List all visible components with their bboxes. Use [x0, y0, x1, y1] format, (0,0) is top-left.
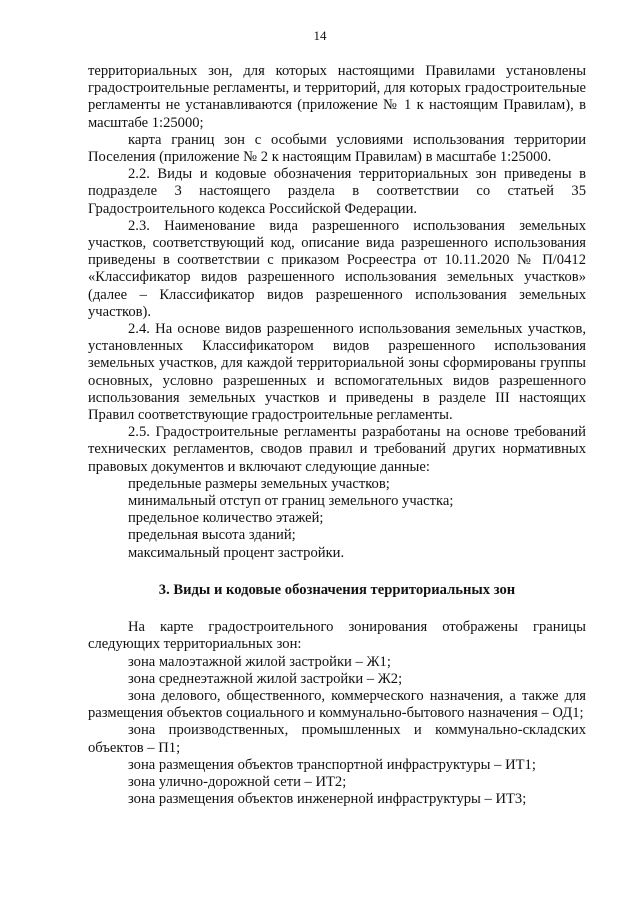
zone-list-item: зона среднеэтажной жилой застройки – Ж2; [128, 670, 403, 687]
list-item: предельные размеры земельных участков; [128, 475, 390, 492]
zone-list-item: зона улично-дорожной сети – ИТ2; [128, 773, 347, 790]
paragraph: 2.3. Наименование вида разрешенного использования земельных участков, соответствующий код, описание вида разрешенного использования приведены в соответствии с приказом Росреестра от 10.11.2020 № П/0412 «Классификатор видов разрешенного использования земельных участков» (далее – Классификатор видов разрешенного использования земельных участков). [88, 217, 586, 320]
page-number: 14 [313, 28, 327, 43]
zone-list-item: зона производственных, промышленных и коммунально-складских объектов – П1; [88, 722, 586, 756]
paragraph: На карте градостроительного зонирования отображены границы следующих территориальных зон: [88, 619, 586, 653]
paragraph: карта границ зон с особыми условиями использования территории Поселения (приложение № 2 к настоящим Правилам) в масштабе 1:25000. [88, 131, 586, 166]
paragraph: 2.2. Виды и кодовые обозначения территориальных зон приведены в подразделе 3 настоящего раздела в соответствии со статьей 35 Градостроительного кодекса Российской Федерации. [88, 166, 586, 217]
zone-list-item: зона размещения объектов инженерной инфраструктуры – ИТ3; [128, 791, 527, 808]
paragraph: 2.5. Градостроительные регламенты разработаны на основе требований технических регламентов, сводов правил и требований других нормативных правовых документов и включают следующие данные: [88, 424, 586, 475]
zone-list-item: зона делового, общественного, коммерческого назначения, а также для размещения объектов социального и коммунально-бытового назначения – ОД1; [88, 687, 586, 722]
paragraph: территориальных зон, для которых настоящими Правилами установлены градостроительные регламенты, и территорий, для которых градостроительные регламенты не устанавливаются (приложение № 1 к настоящим Правилам), в масштабе 1:25000; [88, 63, 586, 131]
section-heading: 3. Виды и кодовые обозначения территориальных зон [158, 581, 516, 598]
list-item: предельное количество этажей; [128, 510, 324, 527]
zone-list-item: зона малоэтажной жилой застройки – Ж1; [128, 653, 391, 670]
zone-list-item: зона размещения объектов транспортной инфраструктуры – ИТ1; [128, 756, 536, 773]
list-item: минимальный отступ от границ земельного участка; [128, 493, 454, 510]
list-item: максимальный процент застройки. [128, 544, 345, 561]
list-item: предельная высота зданий; [128, 527, 296, 544]
page-body [88, 63, 586, 808]
paragraph: 2.4. На основе видов разрешенного использования земельных участков, установленных Классификатором видов разрешенного использования земельных участков, для каждой территориальной зоны сформированы группы основных, условно разрешенных и вспомогательных видов разрешенного использования земельных участков и приведены в разделе III настоящих Правил соответствующие градостроительные регламенты. [88, 321, 586, 424]
